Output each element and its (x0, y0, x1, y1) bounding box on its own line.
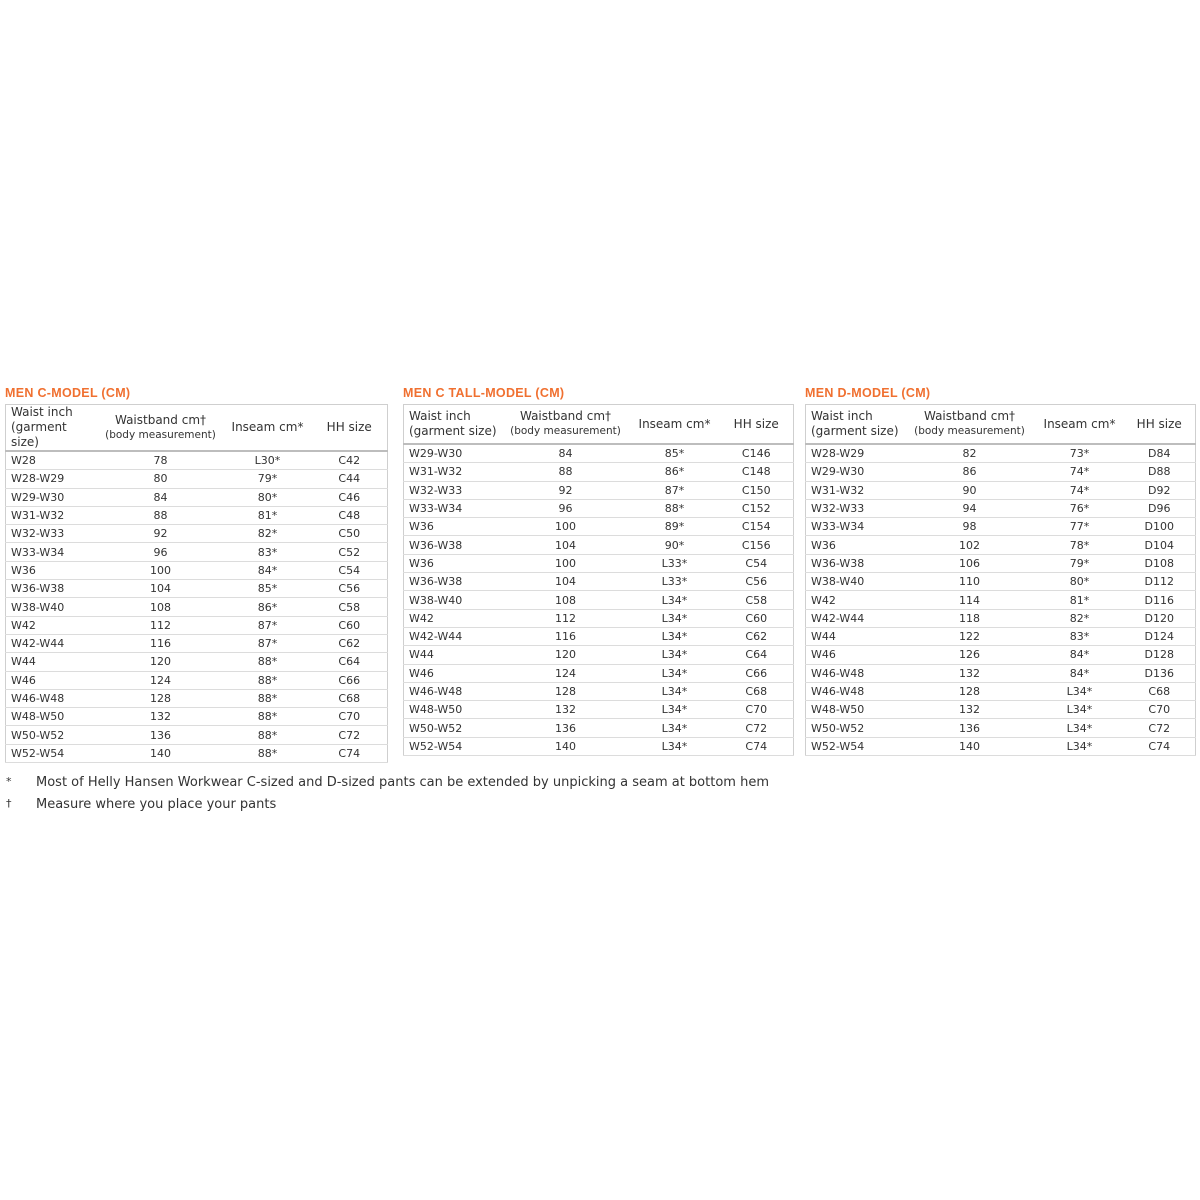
waistband-cell: 78 (98, 451, 224, 470)
waist-cell: W48-W50 (6, 708, 98, 726)
table-row (806, 518, 1196, 536)
waistband-cell: 112 (502, 609, 630, 627)
waistband-cell: 80 (98, 470, 224, 488)
waist-cell: W29-W30 (6, 488, 98, 506)
hh-size-cell: C54 (312, 561, 388, 579)
waist-cell: W36 (806, 536, 904, 554)
waist-cell: W29-W30 (806, 463, 904, 481)
inseam-cell: 78* (1036, 536, 1124, 554)
inseam-cell: 82* (1036, 609, 1124, 627)
waistband-cell: 84 (502, 444, 630, 463)
hh-size-cell: C60 (720, 609, 794, 627)
waistband-cell: 96 (502, 499, 630, 517)
table-row (404, 627, 794, 645)
hh-size-header: HH size (1124, 405, 1196, 445)
waistband-cell: 112 (98, 616, 224, 634)
inseam-cell: 88* (224, 708, 312, 726)
table-title: MEN D-MODEL (CM) (805, 386, 931, 400)
table-row (404, 737, 794, 755)
inseam-cell: 85* (630, 444, 720, 463)
table-row (6, 634, 388, 652)
table-row (404, 573, 794, 591)
inseam-cell: L34* (630, 701, 720, 719)
hh-size-cell: D100 (1124, 518, 1196, 536)
waistband-cell: 104 (502, 536, 630, 554)
table-row (6, 470, 388, 488)
waistband-cell: 100 (98, 561, 224, 579)
table-row (6, 598, 388, 616)
waistband-cell: 104 (98, 580, 224, 598)
hh-size-cell: D124 (1124, 627, 1196, 645)
table-row (6, 543, 388, 561)
waist-cell: W44 (6, 653, 98, 671)
waistband-cell: 90 (904, 481, 1036, 499)
inseam-cell: 81* (224, 506, 312, 524)
waist-cell: W38-W40 (6, 598, 98, 616)
waist-cell: W28-W29 (806, 444, 904, 463)
table-title: MEN C TALL-MODEL (CM) (403, 386, 565, 400)
hh-size-cell: C48 (312, 506, 388, 524)
table-row (806, 481, 1196, 499)
hh-size-cell: C72 (312, 726, 388, 744)
inseam-cell: 84* (224, 561, 312, 579)
table-row (806, 444, 1196, 463)
waist-cell: W52-W54 (404, 737, 502, 755)
hh-size-cell: C68 (1124, 682, 1196, 700)
inseam-cell: 88* (224, 726, 312, 744)
inseam-cell: 88* (224, 671, 312, 689)
waistband-cell: 140 (502, 737, 630, 755)
waist-cell: W50-W52 (404, 719, 502, 737)
hh-size-cell: D128 (1124, 646, 1196, 664)
waist-cell: W50-W52 (806, 719, 904, 737)
inseam-cell: 80* (1036, 573, 1124, 591)
table-row (404, 664, 794, 682)
hh-size-cell: C70 (720, 701, 794, 719)
inseam-cell: L34* (630, 609, 720, 627)
waist-header: Waist inch (garment size) (404, 405, 502, 445)
inseam-cell: 88* (630, 499, 720, 517)
hh-size-cell: D120 (1124, 609, 1196, 627)
waist-cell: W32-W33 (806, 499, 904, 517)
hh-size-cell: C72 (720, 719, 794, 737)
inseam-cell: L34* (630, 664, 720, 682)
waist-cell: W36-W38 (6, 580, 98, 598)
inseam-cell: 80* (224, 488, 312, 506)
table-row (404, 499, 794, 517)
waist-cell: W44 (806, 627, 904, 645)
inseam-header: Inseam cm* (224, 405, 312, 452)
table-row (6, 708, 388, 726)
waistband-cell: 104 (502, 573, 630, 591)
table-row (6, 616, 388, 634)
hh-size-cell: C148 (720, 463, 794, 481)
waistband-cell: 120 (502, 646, 630, 664)
waist-cell: W38-W40 (806, 573, 904, 591)
hh-size-cell: C68 (312, 689, 388, 707)
waistband-cell: 102 (904, 536, 1036, 554)
inseam-cell: L34* (630, 682, 720, 700)
waist-cell: W33-W34 (6, 543, 98, 561)
waistband-cell: 114 (904, 591, 1036, 609)
waist-cell: W46 (404, 664, 502, 682)
waist-header: Waist inch (garment size) (6, 405, 98, 452)
table-row (404, 463, 794, 481)
hh-size-cell: D104 (1124, 536, 1196, 554)
waistband-cell: 98 (904, 518, 1036, 536)
waist-cell: W42-W44 (404, 627, 502, 645)
waist-cell: W46-W48 (6, 689, 98, 707)
table-row (6, 580, 388, 598)
hh-size-cell: C154 (720, 518, 794, 536)
table-body (6, 451, 388, 763)
table-body (404, 444, 794, 756)
inseam-cell: 79* (224, 470, 312, 488)
table-row (404, 444, 794, 463)
waistband-cell: 132 (502, 701, 630, 719)
table-row (404, 719, 794, 737)
waist-cell: W48-W50 (806, 701, 904, 719)
inseam-cell: 84* (1036, 664, 1124, 682)
table-row (806, 554, 1196, 572)
table-row (806, 737, 1196, 755)
size-table (5, 404, 388, 763)
inseam-cell: 77* (1036, 518, 1124, 536)
table-row (6, 689, 388, 707)
inseam-cell: 87* (224, 616, 312, 634)
inseam-cell: L34* (1036, 719, 1124, 737)
hh-size-cell: C74 (312, 744, 388, 762)
size-table (403, 404, 794, 756)
waistband-cell: 136 (502, 719, 630, 737)
waist-cell: W28 (6, 451, 98, 470)
inseam-header: Inseam cm* (1036, 405, 1124, 445)
table-row (6, 671, 388, 689)
inseam-cell: 84* (1036, 646, 1124, 664)
table-row (404, 682, 794, 700)
waist-cell: W42-W44 (6, 634, 98, 652)
table-row (404, 591, 794, 609)
waist-cell: W46-W48 (404, 682, 502, 700)
inseam-cell: 74* (1036, 463, 1124, 481)
waistband-cell: 128 (98, 689, 224, 707)
hh-size-cell: C152 (720, 499, 794, 517)
hh-size-cell: C58 (720, 591, 794, 609)
inseam-cell: 88* (224, 689, 312, 707)
footnote-text: Most of Helly Hansen Workwear C-sized and D-sized pants can be extended by unpicking a seam at bottom hem (36, 775, 769, 790)
inseam-cell: 82* (224, 525, 312, 543)
inseam-cell: 87* (224, 634, 312, 652)
table-row (6, 726, 388, 744)
size-table-block (805, 384, 1196, 756)
hh-size-cell: C146 (720, 444, 794, 463)
table-row (6, 506, 388, 524)
waistband-cell: 128 (904, 682, 1036, 700)
waist-cell: W31-W32 (6, 506, 98, 524)
inseam-cell: L33* (630, 554, 720, 572)
waist-cell: W46-W48 (806, 682, 904, 700)
hh-size-cell: C46 (312, 488, 388, 506)
header-row (404, 405, 794, 445)
waistband-cell: 140 (904, 737, 1036, 755)
table-row (806, 719, 1196, 737)
inseam-cell: 86* (630, 463, 720, 481)
table-row (806, 591, 1196, 609)
waist-cell: W36 (6, 561, 98, 579)
waistband-cell: 132 (98, 708, 224, 726)
waistband-cell: 94 (904, 499, 1036, 517)
waist-cell: W36-W38 (806, 554, 904, 572)
waistband-cell: 82 (904, 444, 1036, 463)
waist-cell: W32-W33 (404, 481, 502, 499)
table-row (806, 701, 1196, 719)
waist-cell: W46 (6, 671, 98, 689)
hh-size-cell: C54 (720, 554, 794, 572)
waistband-cell: 100 (502, 554, 630, 572)
hh-size-cell: C56 (312, 580, 388, 598)
table-row (404, 701, 794, 719)
footnote-mark: * (6, 775, 12, 788)
hh-size-cell: C64 (312, 653, 388, 671)
table-row (806, 573, 1196, 591)
table-row (806, 627, 1196, 645)
waist-cell: W52-W54 (6, 744, 98, 762)
footnote-text: Measure where you place your pants (36, 797, 277, 812)
waist-cell: W42 (806, 591, 904, 609)
waistband-cell: 92 (502, 481, 630, 499)
hh-size-cell: C70 (312, 708, 388, 726)
footnote-mark: † (6, 797, 12, 810)
waistband-cell: 86 (904, 463, 1036, 481)
table-row (404, 481, 794, 499)
hh-size-cell: C62 (312, 634, 388, 652)
waistband-cell: 108 (502, 591, 630, 609)
waistband-cell: 124 (98, 671, 224, 689)
waistband-header: Waistband cm† (body measurement) (904, 405, 1036, 445)
table-body (806, 444, 1196, 756)
inseam-cell: 87* (630, 481, 720, 499)
table-title: MEN C-MODEL (CM) (5, 386, 131, 400)
inseam-cell: 88* (224, 744, 312, 762)
table-row (806, 463, 1196, 481)
waist-cell: W33-W34 (806, 518, 904, 536)
hh-size-cell: D116 (1124, 591, 1196, 609)
waist-cell: W42 (6, 616, 98, 634)
hh-size-cell: C52 (312, 543, 388, 561)
inseam-cell: 76* (1036, 499, 1124, 517)
waistband-cell: 136 (98, 726, 224, 744)
hh-size-cell: D92 (1124, 481, 1196, 499)
waistband-cell: 128 (502, 682, 630, 700)
waist-header: Waist inch (garment size) (806, 405, 904, 445)
footnote-dagger (6, 797, 276, 812)
waistband-cell: 88 (502, 463, 630, 481)
waist-cell: W46-W48 (806, 664, 904, 682)
inseam-cell: L34* (630, 719, 720, 737)
inseam-header: Inseam cm* (630, 405, 720, 445)
hh-size-cell: D136 (1124, 664, 1196, 682)
table-row (806, 646, 1196, 664)
hh-size-cell: C66 (312, 671, 388, 689)
inseam-cell: 90* (630, 536, 720, 554)
footnote-asterisk (6, 775, 769, 790)
waist-cell: W32-W33 (6, 525, 98, 543)
inseam-cell: 79* (1036, 554, 1124, 572)
table-row (404, 554, 794, 572)
waistband-cell: 96 (98, 543, 224, 561)
table-row (404, 609, 794, 627)
hh-size-header: HH size (720, 405, 794, 445)
hh-size-header: HH size (312, 405, 388, 452)
table-row (6, 451, 388, 470)
hh-size-cell: C42 (312, 451, 388, 470)
table-row (806, 499, 1196, 517)
inseam-cell: 85* (224, 580, 312, 598)
hh-size-cell: C62 (720, 627, 794, 645)
inseam-cell: L34* (630, 737, 720, 755)
waistband-cell: 106 (904, 554, 1036, 572)
inseam-cell: 83* (1036, 627, 1124, 645)
waistband-cell: 110 (904, 573, 1036, 591)
table-row (806, 609, 1196, 627)
table-row (404, 536, 794, 554)
waistband-cell: 132 (904, 664, 1036, 682)
header-row (806, 405, 1196, 445)
table-row (6, 744, 388, 762)
waistband-cell: 132 (904, 701, 1036, 719)
inseam-cell: 88* (224, 653, 312, 671)
waist-cell: W38-W40 (404, 591, 502, 609)
waist-cell: W31-W32 (404, 463, 502, 481)
inseam-cell: 89* (630, 518, 720, 536)
waist-cell: W29-W30 (404, 444, 502, 463)
waistband-cell: 126 (904, 646, 1036, 664)
hh-size-cell: C74 (720, 737, 794, 755)
table-row (404, 518, 794, 536)
table-row (6, 653, 388, 671)
waist-cell: W36 (404, 554, 502, 572)
table-row (806, 664, 1196, 682)
inseam-cell: L34* (1036, 701, 1124, 719)
hh-size-cell: C64 (720, 646, 794, 664)
size-table-block (403, 384, 794, 756)
hh-size-cell: C66 (720, 664, 794, 682)
hh-size-cell: D88 (1124, 463, 1196, 481)
hh-size-cell: C74 (1124, 737, 1196, 755)
waist-cell: W31-W32 (806, 481, 904, 499)
size-table-block (5, 384, 388, 763)
inseam-cell: 83* (224, 543, 312, 561)
inseam-cell: L34* (630, 627, 720, 645)
waist-cell: W36 (404, 518, 502, 536)
inseam-cell: 73* (1036, 444, 1124, 463)
waist-cell: W33-W34 (404, 499, 502, 517)
waistband-cell: 108 (98, 598, 224, 616)
table-row (404, 646, 794, 664)
waistband-cell: 84 (98, 488, 224, 506)
waist-cell: W42-W44 (806, 609, 904, 627)
hh-size-cell: C50 (312, 525, 388, 543)
inseam-cell: 86* (224, 598, 312, 616)
hh-size-cell: C44 (312, 470, 388, 488)
waistband-cell: 116 (98, 634, 224, 652)
inseam-cell: L34* (630, 646, 720, 664)
size-table (805, 404, 1196, 756)
waistband-header: Waistband cm† (body measurement) (98, 405, 224, 452)
waistband-cell: 140 (98, 744, 224, 762)
inseam-cell: 81* (1036, 591, 1124, 609)
header-row (6, 405, 388, 452)
inseam-cell: L34* (1036, 682, 1124, 700)
waist-cell: W42 (404, 609, 502, 627)
waistband-cell: 136 (904, 719, 1036, 737)
hh-size-cell: C68 (720, 682, 794, 700)
table-row (6, 525, 388, 543)
waistband-cell: 118 (904, 609, 1036, 627)
table-row (806, 682, 1196, 700)
waistband-cell: 88 (98, 506, 224, 524)
hh-size-cell: D96 (1124, 499, 1196, 517)
waistband-cell: 124 (502, 664, 630, 682)
hh-size-cell: C156 (720, 536, 794, 554)
waist-cell: W44 (404, 646, 502, 664)
hh-size-cell: C58 (312, 598, 388, 616)
waist-cell: W28-W29 (6, 470, 98, 488)
waist-cell: W50-W52 (6, 726, 98, 744)
hh-size-cell: C56 (720, 573, 794, 591)
hh-size-cell: C150 (720, 481, 794, 499)
waist-cell: W48-W50 (404, 701, 502, 719)
table-row (806, 536, 1196, 554)
table-row (6, 561, 388, 579)
waist-cell: W36-W38 (404, 536, 502, 554)
waist-cell: W52-W54 (806, 737, 904, 755)
hh-size-cell: D112 (1124, 573, 1196, 591)
waistband-cell: 120 (98, 653, 224, 671)
hh-size-cell: D108 (1124, 554, 1196, 572)
waistband-cell: 92 (98, 525, 224, 543)
waist-cell: W46 (806, 646, 904, 664)
inseam-cell: L30* (224, 451, 312, 470)
table-row (6, 488, 388, 506)
inseam-cell: L34* (630, 591, 720, 609)
inseam-cell: 74* (1036, 481, 1124, 499)
hh-size-cell: C70 (1124, 701, 1196, 719)
hh-size-cell: C60 (312, 616, 388, 634)
waistband-cell: 122 (904, 627, 1036, 645)
waistband-cell: 116 (502, 627, 630, 645)
inseam-cell: L34* (1036, 737, 1124, 755)
hh-size-cell: C72 (1124, 719, 1196, 737)
inseam-cell: L33* (630, 573, 720, 591)
waistband-cell: 100 (502, 518, 630, 536)
waistband-header: Waistband cm† (body measurement) (502, 405, 630, 445)
hh-size-cell: D84 (1124, 444, 1196, 463)
waist-cell: W36-W38 (404, 573, 502, 591)
